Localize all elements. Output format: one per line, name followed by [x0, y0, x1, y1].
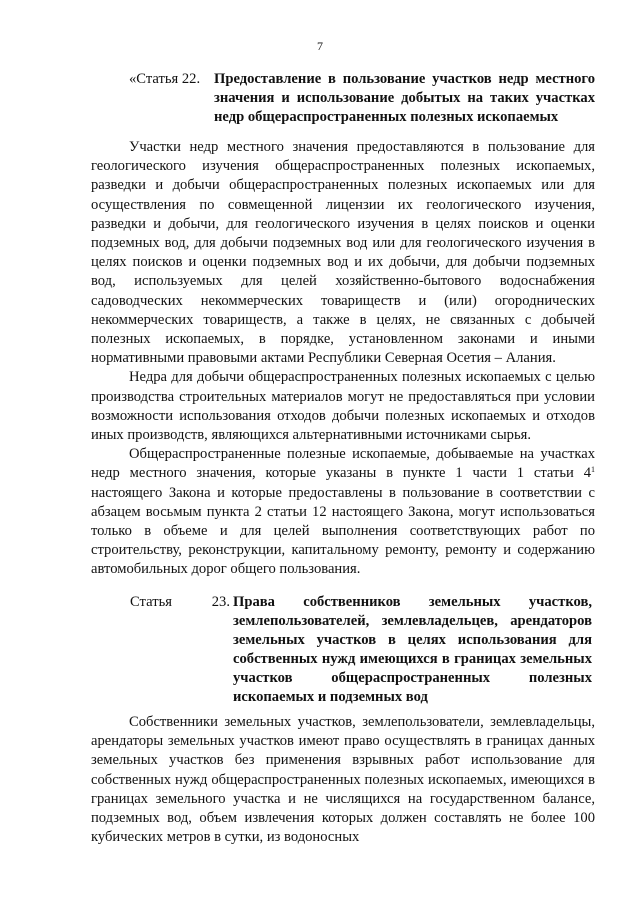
article-22-title: Предоставление в пользование участков недр местного значения и использование добытых на таких участках недр общераспространенных полезных ископаемых [214, 71, 595, 125]
article-22-number: «Статья 22. [129, 71, 201, 87]
article-23-heading [130, 593, 595, 707]
article-22-heading [129, 70, 595, 127]
article-23-number: 23. [211, 594, 230, 610]
paragraph-3-text-end: настоящего Закона и которые предоставлены в пользование в соответствии с абзацем восьмым пункта 2 статьи 12 настоящего Закона, могут использоваться только в объеме и для целей выполнения соответствующих работ по строительству, реконструкции, капитальному ремонту, ремонту и содержанию автомобильных дорог общего пользования. [91, 484, 595, 578]
superscript-index: 1 [591, 465, 595, 475]
article-23-paragraph-1: Собственники земельных участков, землепользователи, землевладельцы, арендаторы земельных участков имеют право осуществлять в границах данных земельных участков без применения взрывных работ использование для собственных нужд общераспространенных полезных ископаемых, имеющихся в границах земельного участка и не числящихся на государственном балансе, подземных вод, объем извлечения которых должен составлять не более 100 кубических метров в сутки, из водоносных [91, 714, 595, 846]
article-23-body [91, 713, 595, 847]
page-number: 7 [317, 39, 323, 53]
article-23-word: Статья [130, 594, 172, 610]
article-23-title: Права собственников земельных участков, землепользователей, землевладельцев, арендаторов земельных участков в целях использования для собственных нужд имеющихся в границах земельных участков общераспространенных полезных ископаемых и подземных вод [233, 594, 592, 705]
article-22-paragraph-3 [91, 445, 595, 579]
article-23-label [130, 593, 233, 707]
article-22-paragraph-1: Участки недр местного значения предоставляются в пользование для геологического изучения общераспространенных полезных ископаемых, разведки и добычи общераспространенных полезных ископаемых или для осуществления по совмещенной лицензии их геологического изучения, разведки и добычи, для геологического изучения в целях поисков и оценки подземных вод, для добычи подземных вод или для геологического изучения в целях поисков и оценки подземных вод и их добычи, для добычи подземных вод, используемых для целей хозяйственно-бытового водоснабжения садоводческих некоммерческих товариществ и (или) огороднических некоммерческих товариществ, а также в целях, не связанных с добычей полезных ископаемых, в порядке, установленном законами и иными нормативными правовыми актами Республики Северная Осетия – Алания. [91, 139, 595, 367]
paragraph-3-text-start: Общераспространенные полезные ископаемые, добываемые на участках недр местного значения, которые указаны в пункте 1 части 1 статьи 4 [91, 446, 595, 482]
article-22-paragraph-2: Недра для добычи общераспространенных полезных ископаемых с целью производства строительных материалов могут не предоставляться при условии возможности использования отходов добычи полезных ископаемых и отходов иных производств, являющихся альтернативными источниками сырья. [91, 369, 595, 444]
article-22-body [91, 138, 595, 580]
